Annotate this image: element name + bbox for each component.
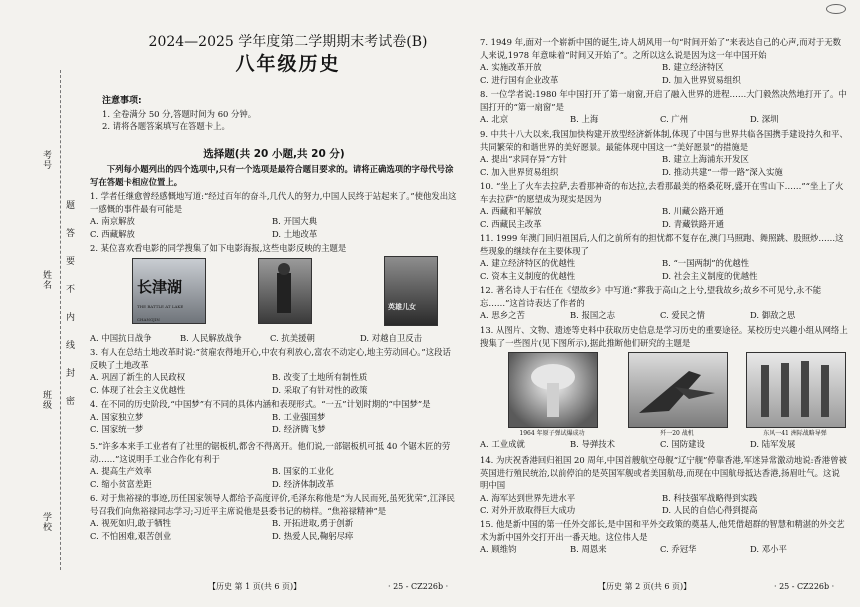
mushroom-cloud-icon — [509, 353, 597, 427]
option-a: A. 顾维钧 — [480, 544, 517, 555]
question-stem: 4. 在不同的历史阶段,“中国梦”有不同的具体内涵和表现形式。“一五”计划时期的“中国梦”是 — [90, 399, 431, 409]
question-stem: 5.“许多本来手工业者有了社里的锯板机,都舍不得离开。他们说,一部锯板机可抵 40 个锯木匠的劳动……”这说明手工业合作化有利于 — [90, 441, 451, 464]
seal-char: 密 — [64, 396, 74, 406]
question-5 — [90, 440, 458, 490]
option-d: D. 热爱人民,鞠躬尽瘁 — [272, 530, 354, 541]
option-a: A. 提高生产效率 — [90, 466, 152, 477]
seal-char: 封 — [64, 368, 74, 378]
notes-heading: 注意事项: — [102, 96, 142, 106]
notes-item: 2. 请将各题答案填写在答题卡上。 — [102, 121, 230, 132]
seal-line — [60, 70, 61, 570]
option-b: B. 开国大典 — [272, 216, 317, 227]
option-a: A. 中国抗日战争 — [90, 333, 152, 343]
option-c: C. 加入世界贸易组织 — [480, 166, 559, 177]
poster-changjinhu — [132, 258, 206, 324]
question-12 — [480, 284, 848, 322]
option-a: A. 巩固了新生的人民政权 — [90, 372, 186, 383]
option-b: B. 川藏公路开通 — [662, 206, 724, 217]
footer-code: · 25 - CZ226b · — [388, 582, 449, 591]
option-a: A. 国家独立梦 — [90, 411, 144, 422]
option-b: B. “一国两制”的优越性 — [662, 258, 750, 269]
photo-df41-missile — [746, 352, 846, 428]
question-stem: 3. 有人在总结土地改革时说:“贫雇农得地开心,中农有利放心,富农不动定心,地主劳动回心。”这段话反映了土地改革 — [90, 347, 451, 370]
caption-atomic-bomb: 1964 年原子弹试爆成功 — [519, 430, 585, 437]
option-d: D. 采取了有针对性的政策 — [272, 384, 368, 395]
option-c: C. 进行国有企业改革 — [480, 74, 559, 85]
option-a: A. 视死如归,敢于牺牲 — [90, 518, 172, 529]
poster-subtitle: THE BATTLE AT LAKE CHANGJIN — [137, 304, 184, 322]
question-13 — [480, 324, 848, 349]
binding-margin — [0, 0, 74, 607]
xingming-label: 姓名 — [41, 270, 51, 290]
option-b: B. 周恩来 — [570, 544, 607, 555]
section-instruction: 下列每小题列出的四个选项中,只有一个选项是最符合题目要求的。请将正确选项的字母代号涂写在答题卡相应位置上。 — [90, 164, 454, 187]
option-d: D. 陆军发展 — [750, 439, 796, 449]
seal-char: 线 — [64, 340, 74, 350]
exam-title: 2024—2025 学年度第二学期期末考试卷(B) — [148, 34, 428, 50]
question-9 — [480, 128, 848, 178]
option-a: A. 工业成就 — [480, 439, 525, 449]
option-a: A. 西藏和平解放 — [480, 206, 542, 217]
question-13-options — [480, 438, 848, 451]
option-c: C. 国防建设 — [660, 439, 705, 449]
fighter-jet-icon — [629, 353, 727, 427]
option-b: B. 人民解放战争 — [180, 333, 242, 343]
photo-j20-fighter — [628, 352, 728, 428]
option-b: B. 导弹技术 — [570, 439, 615, 449]
option-a: A. 思乡之苦 — [480, 310, 525, 321]
option-b: B. 科技强军战略得到实践 — [662, 492, 758, 503]
xuexiao-label: 学校 — [41, 512, 51, 532]
soldier-figure-icon — [259, 259, 311, 323]
question-stem: 2. 某位喜欢看电影的同学搜集了如下电影海报,这些电影反映的主题是 — [90, 243, 347, 253]
question-2-options — [90, 332, 458, 345]
seal-char: 不 — [64, 284, 74, 294]
option-c: C. 体现了社会主义优越性 — [90, 384, 186, 395]
option-d: D. 加入世界贸易组织 — [662, 74, 741, 85]
option-c: C. 对外开放取得巨大成功 — [480, 505, 576, 516]
option-c: C. 不怕困难,艰苦创业 — [90, 530, 172, 541]
seal-char: 内 — [64, 312, 74, 322]
question-2 — [90, 242, 458, 255]
poster-war-film — [258, 258, 312, 324]
option-c: C. 爱民之情 — [660, 310, 705, 321]
question-7 — [480, 36, 848, 86]
question-10 — [480, 180, 848, 230]
option-b: B. 工业强国梦 — [272, 411, 326, 422]
option-d: D. 经济体制改革 — [272, 478, 334, 489]
option-c: C. 缩小贫富差距 — [90, 478, 152, 489]
question-3 — [90, 346, 458, 396]
option-c: C. 广州 — [660, 114, 689, 125]
question-stem: 11. 1999 年澳门回归祖国后,人们之前所有的担忧都不复存在,澳门马照跑、舞照跳、股照炒……这些现象的继续存在主要体现了 — [480, 233, 844, 256]
option-c: C. 西藏民主改革 — [480, 218, 542, 229]
seal-char: 要 — [64, 256, 74, 266]
option-b: B. 建立上海浦东开发区 — [662, 154, 749, 165]
caption-df41-missile: 东风一41 洲际战略导弹 — [763, 430, 827, 437]
photo-atomic-bomb — [508, 352, 598, 428]
question-1 — [90, 190, 458, 240]
footer-page-label: 【历史 第 2 页(共 6 页)】 — [598, 582, 692, 591]
option-c: C. 国家统一梦 — [90, 424, 144, 435]
question-11 — [480, 232, 848, 282]
option-b: B. 上海 — [570, 114, 599, 125]
question-stem: 8. 一位学者说:1980 年中国打开了第一扇窗,开启了融入世界的进程……大门毅然决然地打开了。中国打开的“第一扇窗”是 — [480, 89, 847, 112]
option-a: A. 建立经济特区的优越性 — [480, 258, 576, 269]
option-d: D. 邓小平 — [750, 544, 787, 555]
question-4 — [90, 398, 458, 436]
exam-subject: 八年级历史 — [235, 53, 341, 75]
question-8 — [480, 88, 848, 126]
option-d: D. 青藏铁路开通 — [662, 218, 724, 229]
seal-char: 答 — [64, 228, 74, 238]
question-stem: 13. 从图片、文物、遗迹等史料中获取历史信息是学习历史的重要途径。某校历史兴趣小组从网络上搜集了一些图片(见下图所示),据此推断他们研究的主题是 — [480, 325, 848, 348]
option-b: B. 国家的工业化 — [272, 466, 334, 477]
question-stem: 6. 对于焦裕禄的事迹,历任国家领导人都给予高度评价,毛泽东称他是“为人民而死,虽死犹荣”,江泽民号召我们向焦裕禄同志学习;习近平主席说他是县委书记的榜样。“焦裕禄精神”是 — [90, 493, 455, 516]
option-b: B. 建立经济特区 — [662, 62, 724, 73]
question-stem: 1. 学者任继愈曾经感慨地写道:“经过百年的奋斗,几代人的努力,中国人民终于站起来了。”使他发出这一感慨的事件最有可能是 — [90, 191, 457, 214]
question-stem: 14. 为庆祝香港回归祖国 20 周年,中国首艘航空母舰“辽宁舰”停靠香港,军迷异常激动地说:香港曾被英国进行殖民统治,以前停泊的是英国军舰或者美国航母,而现在中国航母抵达香港,扬眉吐气。这说明中国 — [480, 455, 847, 491]
option-b: B. 改变了土地所有制性质 — [272, 372, 368, 383]
option-c: C. 资本主义制度的优越性 — [480, 270, 576, 281]
question-14 — [480, 454, 848, 517]
option-a: A. 北京 — [480, 114, 509, 125]
banji-label: 班级 — [41, 390, 51, 410]
option-a: A. 南京解放 — [90, 216, 135, 227]
option-d: D. 人民的自信心得到提高 — [662, 505, 758, 516]
question-6 — [90, 492, 458, 542]
option-a: A. 实施改革开放 — [480, 62, 542, 73]
question-stem: 7. 1949 年,面对一个崭新中国的诞生,诗人胡风用一句“时间开始了”来表达自己的心声,而对于无数人来说,1978 年意味着“时间又开始了”。之所以这么说是因为这一年中国开始 — [480, 37, 842, 60]
option-d: D. 御敌之思 — [750, 310, 796, 321]
poster-title: 英雄儿女 — [388, 302, 416, 311]
notes-item: 1. 全卷满分 50 分,答题时间为 60 分钟。 — [102, 108, 257, 119]
question-stem: 12. 著名诗人于右任在《望故乡》中写道:“葬我于高山之上兮,望我故乡;故乡不可见兮,永不能忘……”这首诗表达了作者的 — [480, 285, 822, 308]
poster-title: 长津湖 — [137, 278, 183, 296]
option-b: B. 开拓进取,勇于创新 — [272, 518, 354, 529]
caption-j20-fighter: 歼一20 战机 — [660, 430, 694, 437]
corner-mark — [826, 4, 846, 14]
option-a: A. 海军达到世界先进水平 — [480, 492, 576, 503]
question-stem: 9. 中共十八大以来,我国加快构建开放型经济新体制,体现了中国与世界共临各国携手建设持久和平、共同繁荣的和谐世界的美好愿景。最能体现中国这一“美好愿景”的措施是 — [480, 129, 848, 152]
kaohao-label: 考号 — [41, 150, 51, 170]
footer-page-label: 【历史 第 1 页(共 6 页)】 — [208, 582, 302, 591]
option-d: D. 对越自卫反击 — [360, 333, 422, 343]
question-stem: 10. “坐上了火车去拉萨,去看那神奇的布达拉,去看那最美的格桑花呀,盛开在雪山下……”“坐上了火车去拉萨”的愿望成为现实是因为 — [480, 181, 844, 204]
option-a: A. 提出“求同存异”方针 — [480, 154, 567, 165]
notes-block — [102, 95, 442, 133]
option-d: D. 深圳 — [750, 114, 779, 125]
question-stem: 15. 他是新中国的第一任外交部长,是中国和平外交政策的奠基人,他凭借超群的智慧和精湛的外交艺术为新中国外交打开出一番天地。这位伟人是 — [480, 519, 845, 542]
section-title: 选择题(共 20 小题,共 20 分) — [203, 148, 345, 160]
option-b: B. 报国之志 — [570, 310, 615, 321]
option-c: C. 乔冠华 — [660, 544, 697, 555]
seal-char: 题 — [64, 200, 74, 210]
missile-icon — [747, 353, 845, 427]
question-15 — [480, 518, 848, 556]
footer-code: · 25 - CZ226b · — [774, 582, 835, 591]
option-d: D. 土地改革 — [272, 228, 318, 239]
poster-yingxiong-ernv — [384, 256, 438, 326]
option-c: C. 西藏解放 — [90, 228, 135, 239]
option-d: D. 社会主义制度的优越性 — [662, 270, 758, 281]
option-c: C. 抗美援朝 — [270, 333, 315, 343]
option-d: D. 经济腾飞梦 — [272, 424, 326, 435]
option-d: D. 推动共建“一带一路”深入实施 — [662, 166, 783, 177]
